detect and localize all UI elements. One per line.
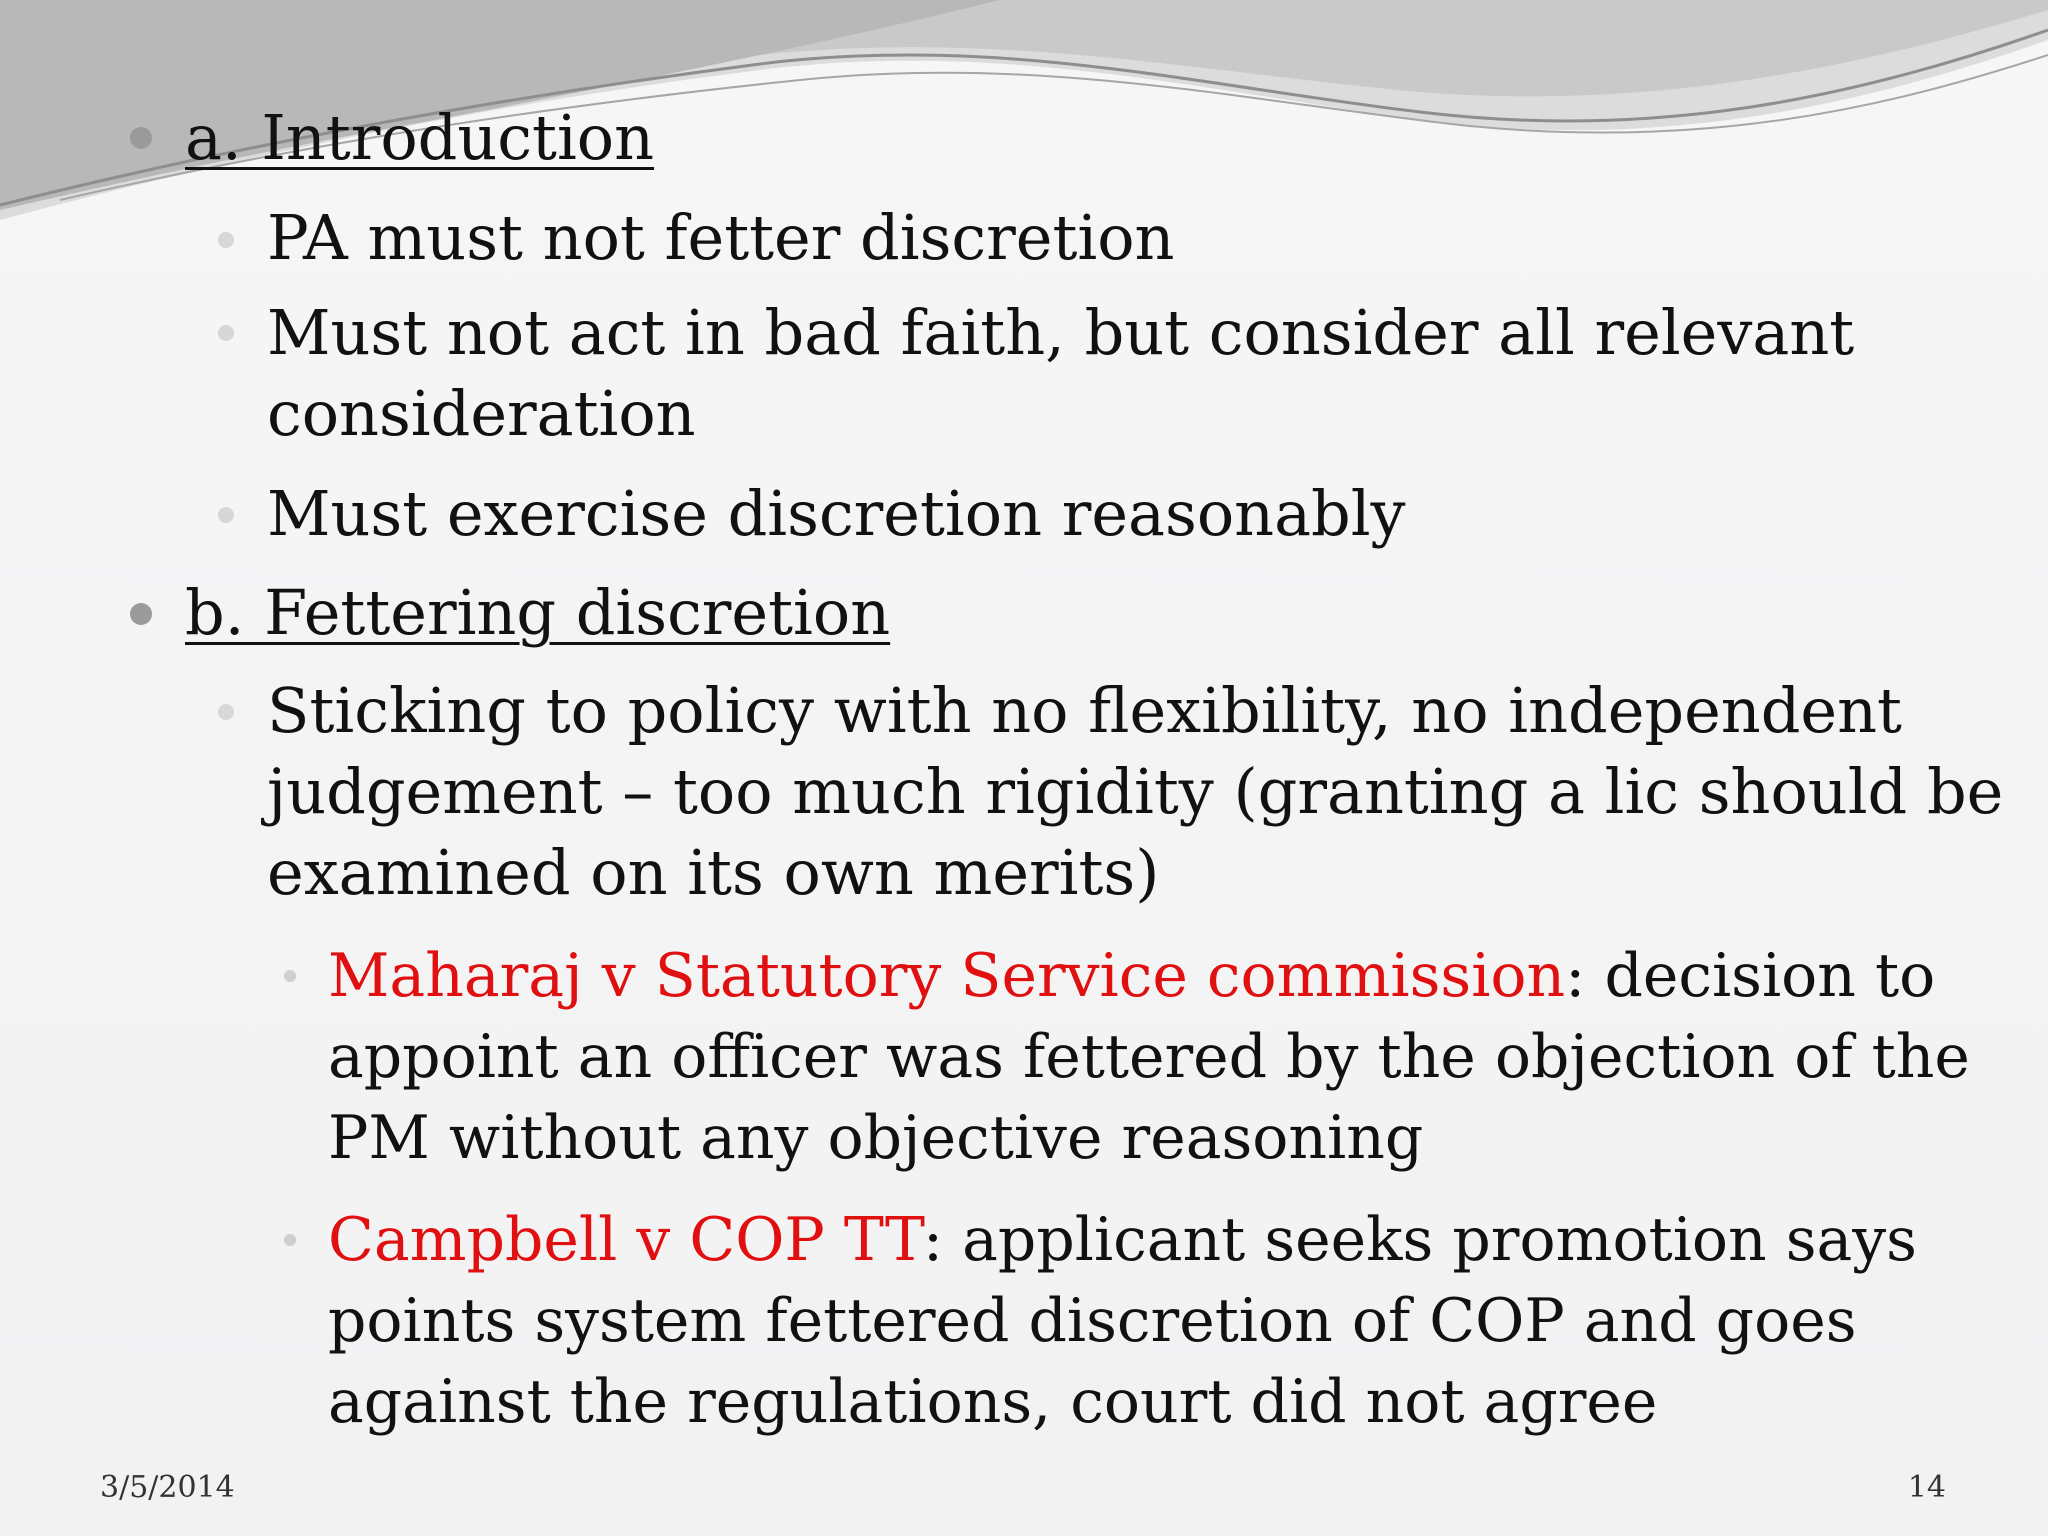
case-maharaj-summary-start: : decision to: [1565, 941, 1936, 1011]
case-campbell-line1: [328, 1200, 1917, 1280]
point-fetter-discretion: PA must not fetter discretion: [267, 201, 1175, 274]
footer-date: 3/5/2014: [100, 1470, 235, 1505]
case-maharaj-line2: appoint an officer was fettered by the objection of the: [328, 1022, 1970, 1092]
point-policy-line2: judgement – too much rigidity (granting a lic should be: [267, 755, 2004, 828]
heading-introduction: a. Introduction: [185, 101, 655, 174]
footer-page-number: 14: [1907, 1470, 1946, 1505]
point-bad-faith-line2: consideration: [267, 377, 696, 450]
point-reasonably: Must exercise discretion reasonably: [267, 477, 1406, 550]
case-campbell-line3: against the regulations, court did not agree: [328, 1367, 1658, 1437]
case-campbell-summary-start: : applicant seeks promotion says: [922, 1205, 1917, 1275]
case-name-maharaj: Maharaj v Statutory Service commission: [328, 941, 1566, 1011]
bullet-level3: [284, 1234, 296, 1246]
case-campbell-line2: points system fettered discretion of COP and goes: [328, 1286, 1857, 1356]
point-policy-line1: Sticking to policy with no flexibility, no independent: [267, 674, 1902, 747]
bullet-level3: [284, 970, 296, 982]
bullet-level1: [130, 127, 152, 149]
heading-fettering-discretion: b. Fettering discretion: [185, 576, 891, 649]
bullet-level2: [218, 704, 234, 720]
case-name-campbell: Campbell v COP TT: [328, 1205, 923, 1275]
bullet-level1: [130, 603, 152, 625]
point-policy-line3: examined on its own merits): [267, 836, 1160, 909]
case-maharaj-line3: PM without any objective reasoning: [328, 1103, 1424, 1173]
bullet-level2: [218, 507, 234, 523]
point-bad-faith-line1: Must not act in bad faith, but consider all relevant: [267, 296, 1855, 369]
bullet-level2: [218, 325, 234, 341]
case-maharaj-line1: [328, 936, 1935, 1016]
bullet-level2: [218, 232, 234, 248]
